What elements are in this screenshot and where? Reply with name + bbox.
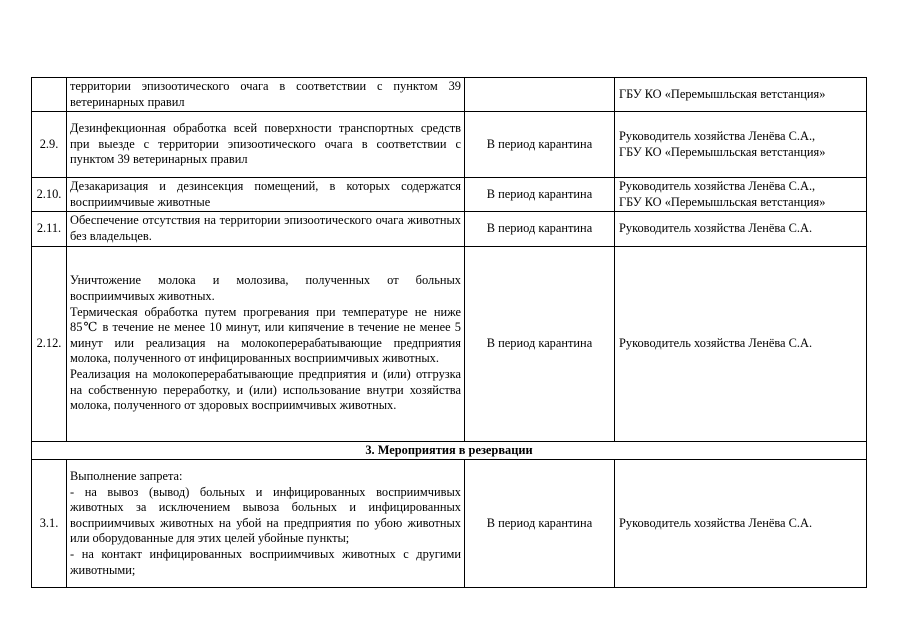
responsible-party: Руководитель хозяйства Ленёва С.А. <box>615 212 867 246</box>
row-number <box>32 78 67 112</box>
measure-description: территории эпизоотического очага в соответствии с пунктом 39 ветеринарных правил <box>67 78 465 112</box>
quarantine-measures-table <box>31 77 867 588</box>
measure-description: Выполнение запрета: - на вывоз (вывод) больных и инфицированных восприимчивых животных за исключением вывоза больных и инфицированных восприимчивых животных на убой на предприятия по убою животных или оборудованные для этих целей убойные пункты; - на контакт инфицированных восприимчивых животных с другими животными; <box>67 460 465 588</box>
measure-period: В период карантина <box>465 178 615 212</box>
measure-period: В период карантина <box>465 112 615 178</box>
section-title: 3. Мероприятия в резервации <box>32 441 867 460</box>
measure-period: В период карантина <box>465 246 615 441</box>
row-number: 2.12. <box>32 246 67 441</box>
responsible-party: ГБУ КО «Перемышльская ветстанция» <box>615 78 867 112</box>
row-number: 2.11. <box>32 212 67 246</box>
table-row <box>32 460 867 588</box>
responsible-party: Руководитель хозяйства Ленёва С.А. <box>615 246 867 441</box>
table-row <box>32 178 867 212</box>
section-header-row <box>32 441 867 460</box>
table-row <box>32 78 867 112</box>
measure-description: Обеспечение отсутствия на территории эпизоотического очага животных без владельцев. <box>67 212 465 246</box>
table-row <box>32 246 867 441</box>
row-number: 2.10. <box>32 178 67 212</box>
measure-period: В период карантина <box>465 212 615 246</box>
responsible-party: Руководитель хозяйства Ленёва С.А., ГБУ КО «Перемышльская ветстанция» <box>615 112 867 178</box>
row-number: 3.1. <box>32 460 67 588</box>
measure-description: Уничтожение молока и молозива, полученных от больных восприимчивых животных. Термическая обработка путем прогревания при температуре не ниже 85℃ в течение не менее 10 минут, или кипячение в течение не менее 5 минут или реализация на молокоперерабатывающие предприятия молока, полученного от инфицированных восприимчивых животных. Реализация на молокоперерабатывающие предприятия и (или) отгрузка на собственную переработку, и (или) использование внутри хозяйства молока, полученного от здоровых восприимчивых животных. <box>67 246 465 441</box>
responsible-party: Руководитель хозяйства Ленёва С.А., ГБУ КО «Перемышльская ветстанция» <box>615 178 867 212</box>
measure-period <box>465 78 615 112</box>
measure-period: В период карантина <box>465 460 615 588</box>
measure-description: Дезинфекционная обработка всей поверхности транспортных средств при выезде с территории эпизоотического очага в соответствии с пунктом 39 ветеринарных правил <box>67 112 465 178</box>
row-number: 2.9. <box>32 112 67 178</box>
responsible-party: Руководитель хозяйства Ленёва С.А. <box>615 460 867 588</box>
table-row <box>32 212 867 246</box>
measure-description: Дезакаризация и дезинсекция помещений, в которых содержатся восприимчивые животные <box>67 178 465 212</box>
table-row <box>32 112 867 178</box>
